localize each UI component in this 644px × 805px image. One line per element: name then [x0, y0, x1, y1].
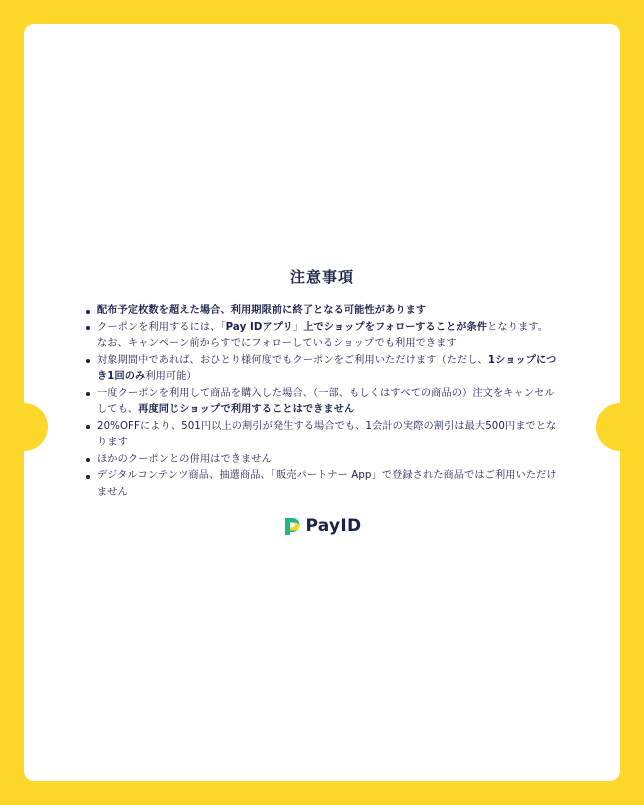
notice-title: 注意事項: [289, 268, 354, 286]
notice-item: [86, 386, 558, 419]
notice-text-bold: 1ショップにつき1回のみ: [97, 354, 557, 382]
notice-card: [24, 24, 620, 781]
notice-text: 利用可能）: [145, 371, 197, 382]
notice-list: [86, 303, 558, 501]
payid-logo: [86, 516, 558, 536]
ticket-notch-right: [596, 403, 644, 451]
notice-text: 20%OFFにより、501円以上の割引が発生する場合でも、1会計の実際の割引は最大500円までとなります: [97, 420, 557, 448]
notice-item: [86, 452, 558, 469]
payid-logo-icon: [283, 517, 301, 536]
notice-item: [86, 320, 558, 353]
notice-text: ほかのクーポンとの併用はできません: [97, 453, 272, 465]
notice-item: [86, 468, 558, 501]
notice-text-bold: 再度同じショップで利用することはできません: [138, 404, 355, 415]
payid-logo-text: PayID: [305, 516, 362, 536]
notice-text-bold: 配布予定枚数を超えた場合、利用期限前に終了となる可能性があります: [97, 305, 427, 316]
notice-text: 」: [292, 321, 304, 333]
notice-text: 一度クーポンを利用して商品を購入した場合、（一部、もしくはすべての商品の）注文をキャンセルしても、: [97, 387, 555, 415]
notice-item: [86, 419, 558, 452]
notice-text: デジタルコンテンツ商品、抽選商品、「販売パートナー App」で登録された商品ではご利用いただけません: [97, 470, 557, 498]
notice-item: [86, 353, 558, 386]
notice-text-bold: 上でショップをフォローすることが条件: [303, 321, 488, 333]
ticket-notch-left: [0, 403, 48, 451]
notice-text: となります。なお、キャンペーン前からすでにフォローしているショップでも利用できます: [97, 321, 549, 349]
notice-content: [86, 266, 558, 536]
notice-text: クーポンを利用するには、「: [97, 321, 226, 333]
notice-text-bold: Pay IDアプリ: [225, 321, 293, 333]
notice-item: [86, 303, 558, 320]
notice-text: 対象期間中であれば、おひとり様何度でもクーポンをご利用いただけます（ただし、: [97, 354, 488, 366]
